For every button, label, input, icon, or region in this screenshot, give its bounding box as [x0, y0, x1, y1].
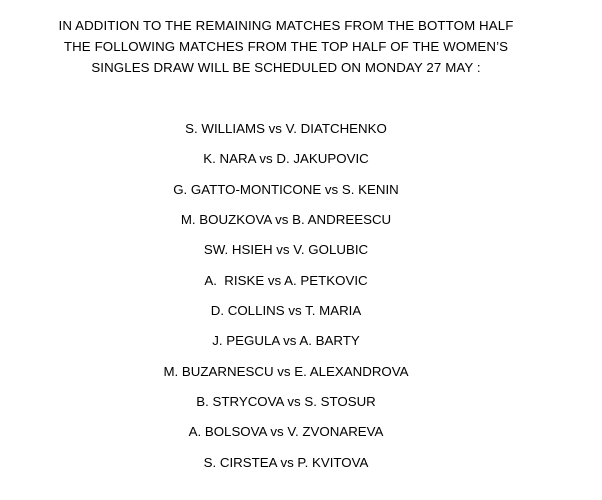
match-list — [0, 117, 572, 481]
match-item: G. GATTO-MONTICONE vs S. KENIN — [173, 181, 399, 197]
match-item: D. COLLINS vs T. MARIA — [210, 303, 362, 319]
match-item: J. PEGULA vs A. BARTY — [212, 333, 360, 349]
match-item: SW. HSIEH vs V. GOLUBIC — [203, 242, 369, 258]
announcement-header — [0, 15, 572, 78]
header-line-1: IN ADDITION TO THE REMAINING MATCHES FROM THE BOTTOM HALF — [58, 18, 514, 33]
header-line-3: SINGLES DRAW WILL BE SCHEDULED ON MONDAY 27 MAY : — [91, 60, 481, 75]
match-item: S. WILLIAMS vs V. DIATCHENKO — [185, 121, 387, 136]
match-item: M. BOUZKOVA vs B. ANDREESCU — [180, 212, 392, 228]
match-item: B. STRYCOVA vs S. STOSUR — [196, 394, 376, 410]
match-item: K. NARA vs D. JAKUPOVIC — [203, 151, 369, 167]
match-item: S. CIRSTEA vs P. KVITOVA — [203, 454, 369, 470]
match-item: A. RISKE vs A. PETKOVIC — [204, 272, 368, 288]
match-item: A. BOLSOVA vs V. ZVONAREVA — [188, 424, 384, 440]
header-line-2: THE FOLLOWING MATCHES FROM THE TOP HALF OF THE WOMEN’S — [63, 39, 509, 54]
match-item: M. BUZARNESCU vs E. ALEXANDROVA — [163, 363, 409, 379]
